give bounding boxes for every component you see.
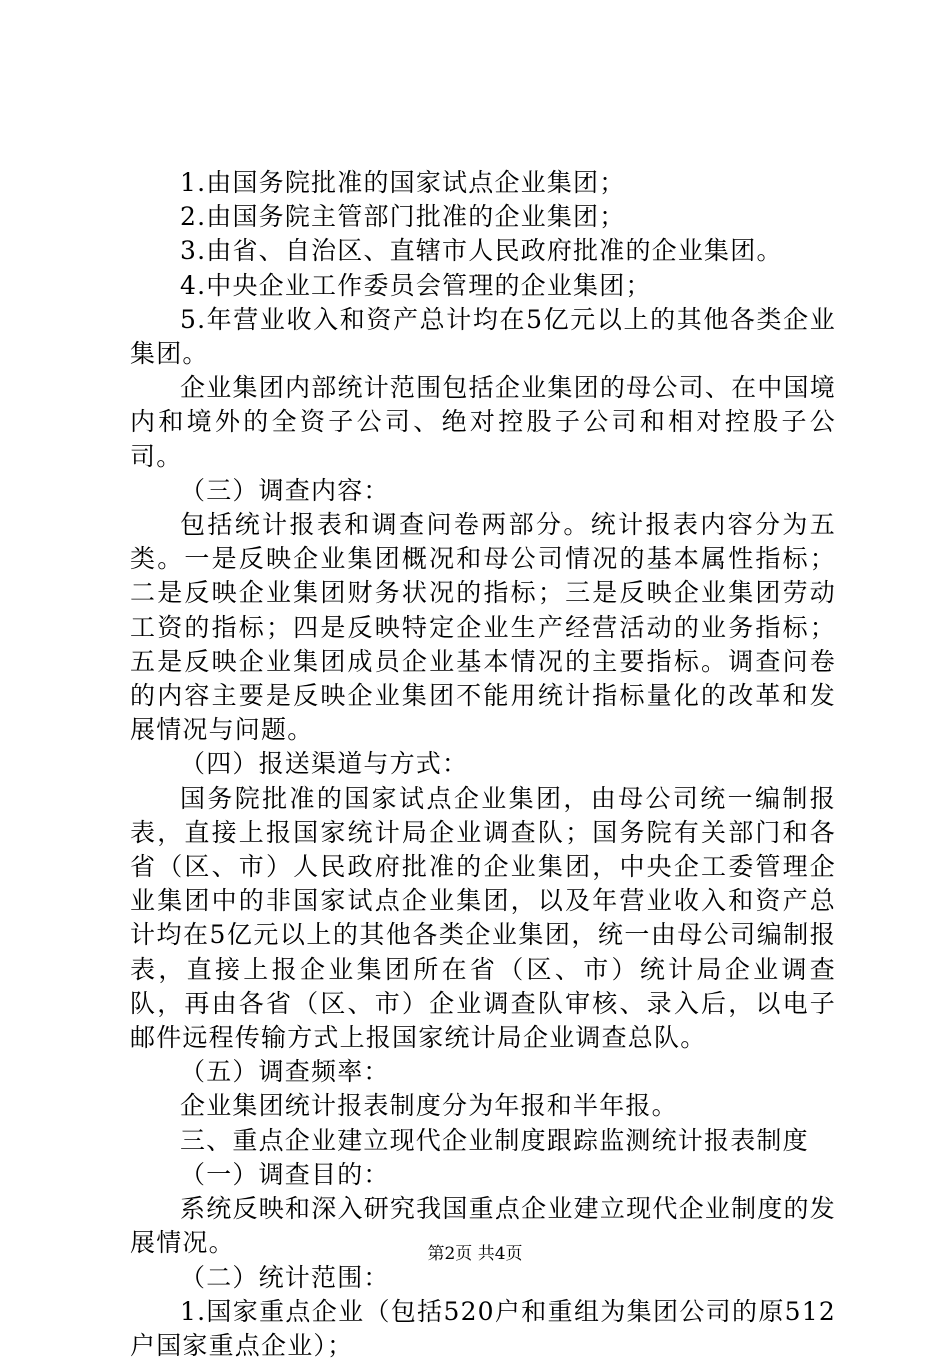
page-number-footer: 第2页 共4页 xyxy=(427,1244,523,1264)
paragraph-item-5: 5.年营业收入和资产总计均在5亿元以上的其他各类企业集团。 xyxy=(130,304,836,369)
section-heading-statistical-scope: （二）统计范围： xyxy=(180,1262,390,1292)
paragraph-item-3: 3.由省、自治区、直辖市人民政府批准的企业集团。 xyxy=(180,236,783,266)
section-heading-reporting-channel: （四）报送渠道与方式： xyxy=(180,749,469,779)
paragraph-item-1: 1.由国务院批准的国家试点企业集团； xyxy=(180,168,626,197)
document-body xyxy=(130,166,836,1363)
paragraph-survey-purpose: 系统反映和深入研究我国重点企业建立现代企业制度的发展情况。 xyxy=(130,1194,836,1258)
section-heading-survey-frequency: （五）调查频率： xyxy=(180,1057,390,1087)
paragraph-scope: 企业集团内部统计范围包括企业集团的母公司、在中国境内和境外的全资子公司、绝对控股子公司和相对控股子公司。 xyxy=(130,373,836,471)
paragraph-survey-frequency: 企业集团统计报表制度分为年报和半年报。 xyxy=(180,1091,678,1121)
paragraph-item-2: 2.由国务院主管部门批准的企业集团； xyxy=(180,202,626,232)
paragraph-item-4: 4.中央企业工作委员会管理的企业集团； xyxy=(180,270,652,300)
chapter-heading-three: 三、重点企业建立现代企业制度跟踪监测统计报表制度 xyxy=(180,1125,809,1155)
section-heading-survey-content: （三）调查内容： xyxy=(180,475,390,505)
paragraph-key-enterprises: 1.国家重点企业（包括520户和重组为集团公司的原512户国家重点企业）； xyxy=(130,1296,836,1360)
section-heading-survey-purpose: （一）调查目的： xyxy=(180,1159,390,1189)
paragraph-survey-content: 包括统计报表和调查问卷两部分。统计报表内容分为五类。一是反映企业集团概况和母公司情况的基本属性指标；二是反映企业集团财务状况的指标；三是反映企业集团劳动工资的指标；四是反映特定企业生产经营活动的业务指标；五是反映企业集团成员企业基本情况的主要指标。调查问卷的内容主要是反映企业集团不能用统计指标量化的改革和发展情况与问题。 xyxy=(130,510,836,745)
paragraph-reporting-channel: 国务院批准的国家试点企业集团，由母公司统一编制报表，直接上报国家统计局企业调查队；国务院有关部门和各省（区、市）人民政府批准的企业集团，中央企工委管理企业集团中的非国家试点企业集团，以及年营业收入和资产总计均在5亿元以上的其他各类企业集团，统一由母公司编制报表，直接上报企业集团所在省（区、市）统计局企业调查队，再由各省（区、市）企业调查队审核、录入后，以电子邮件远程传输方式上报国家统计局企业调查总队。 xyxy=(130,783,836,1053)
